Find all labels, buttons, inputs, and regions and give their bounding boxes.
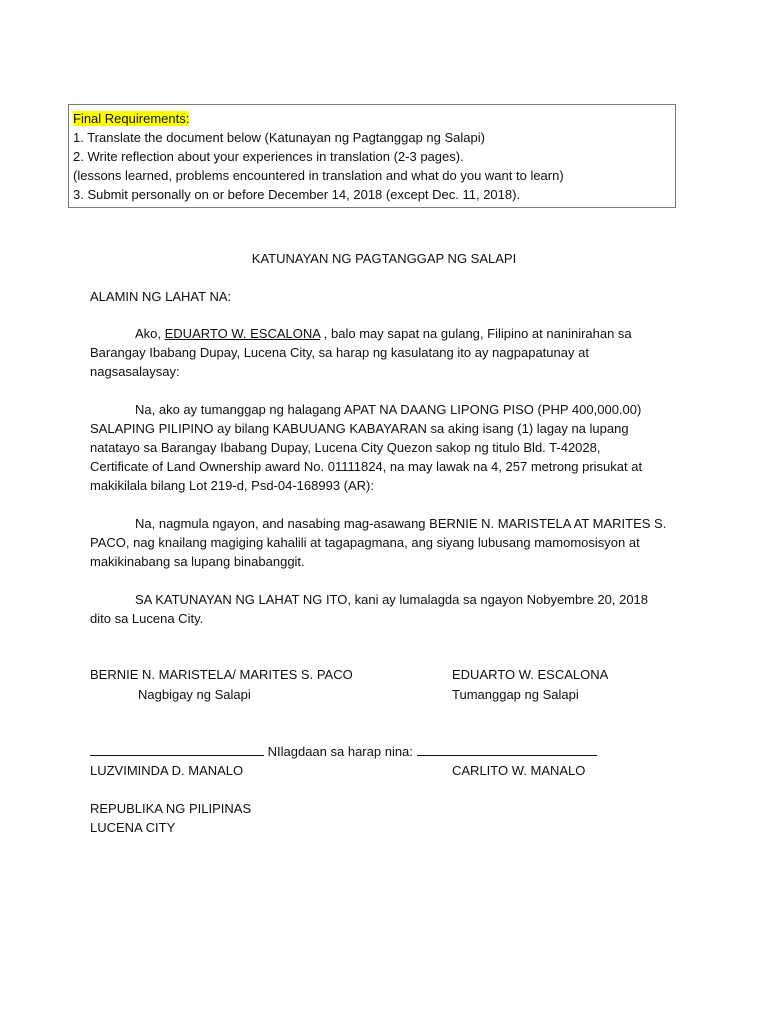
signature-rule-left (90, 742, 264, 756)
receiver-name: EDUARTO W. ESCALONA (452, 667, 609, 682)
paragraph-3: Na, nagmula ngayon, and nasabing mag-asawang BERNIE N. MARISTELA AT MARITES S. PACO, nag knailang magiging kahalili at tagapagmana, ang siyang lubusang mamomosisyon at makikinabang sa lupang binabanggit. (90, 516, 667, 569)
paragraph-4: SA KATUNAYAN NG LAHAT NG ITO, kani ay lumalagda sa ngayon Nobyembre 20, 2018 dito sa Lucena City. (90, 592, 649, 626)
requirement-item: 1. Translate the document below (Katunayan ng Pagtanggap ng Salapi) (73, 130, 485, 145)
declarant-name: EDUARTO W. ESCALONA (164, 326, 321, 341)
requirements-title: Final Requirements: (73, 111, 190, 126)
witness-left-name: LUZVIMINDA D. MANALO (90, 763, 244, 778)
paragraph-2: Na, ako ay tumanggap ng halagang APAT NA DAANG LIPONG PISO (PHP 400,000.00) SALAPING PILIPINO ay bilang KABUUANG KABAYARAN sa aking isang (1) lagay na lupang natatayo sa Barangay Ibabang Dupay, Lucena City Quezon sakop ng titulo Bld. T-42028, Certificate of Land Ownership award No. 01111824, na may lawak na 4, 257 metrong prisukat at makikilala bilang Lot 219-d, Psd-04-168993 (AR): (90, 402, 643, 493)
final-requirements-box (68, 104, 676, 208)
receiver-role: Tumanggap ng Salapi (452, 687, 579, 702)
requirement-item: 2. Write reflection about your experiences in translation (2-3 pages). (73, 149, 464, 164)
footer-republic: REPUBLIKA NG PILIPINAS (90, 801, 252, 816)
footer-city: LUCENA CITY (90, 820, 176, 835)
paragraph-1: Ako, EDUARTO W. ESCALONA , balo may sapat na gulang, Filipino at naninirahan sa Barangay Ibabang Dupay, Lucena City, sa harap ng kasulatang ito ay nagpapatunay at nagsasalaysay: (90, 326, 632, 379)
salutation: ALAMIN NG LAHAT NA: (90, 289, 232, 304)
witness-label: NIlagdaan sa harap nina: (267, 744, 413, 759)
witness-right-name: CARLITO W. MANALO (452, 763, 586, 778)
signature-rule-right (417, 742, 597, 756)
document-title: KATUNAYAN NG PAGTANGGAP NG SALAPI (251, 251, 517, 266)
requirement-item: 3. Submit personally on or before December 14, 2018 (except Dec. 11, 2018). (73, 187, 521, 202)
requirement-item: (lessons learned, problems encountered in translation and what do you want to learn) (73, 168, 564, 183)
witness-line (90, 742, 597, 761)
giver-name: BERNIE N. MARISTELA/ MARITES S. PACO (90, 667, 353, 682)
giver-role: Nagbigay ng Salapi (138, 687, 251, 702)
